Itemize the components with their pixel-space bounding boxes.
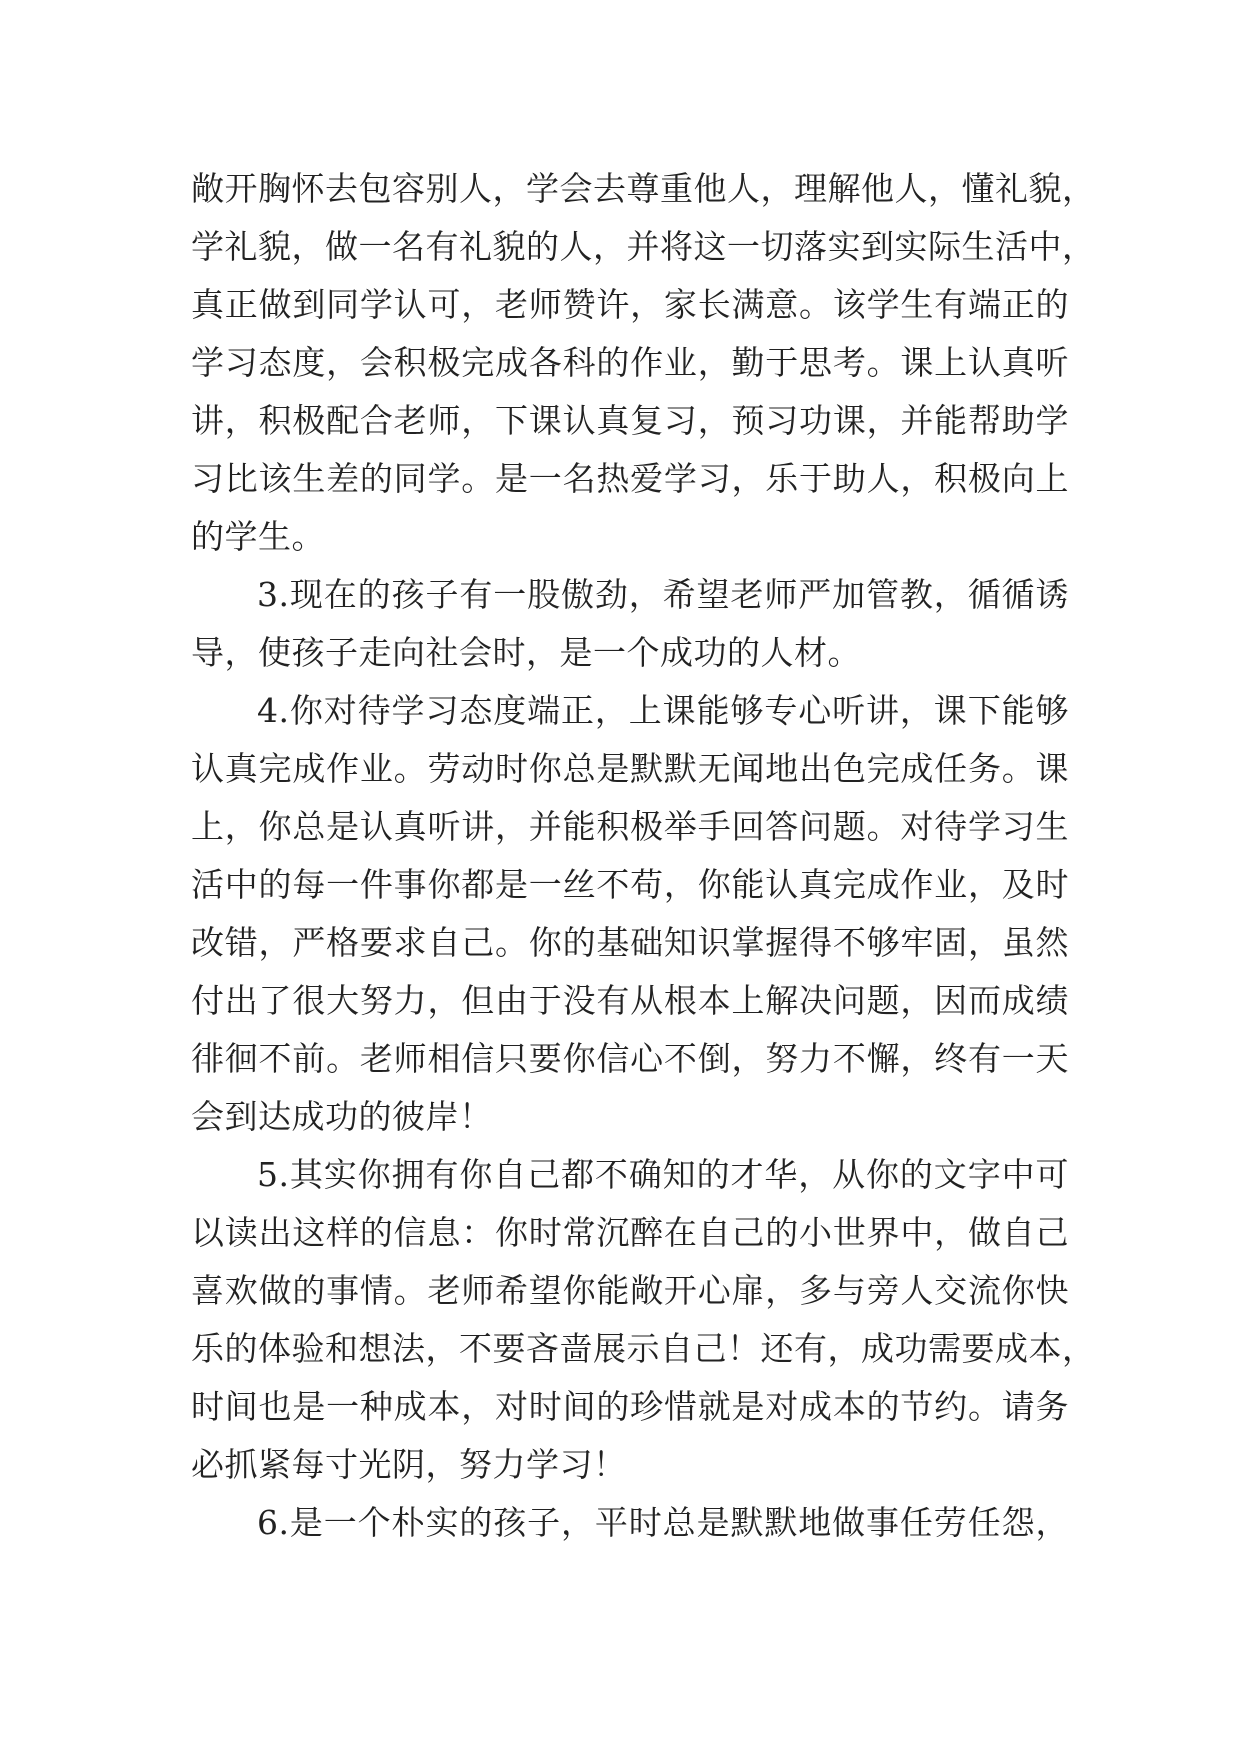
text-line: 3.现在的孩子有一股傲劲，希望老师严加管教，循循诱 (257, 575, 1069, 614)
text-line: 认真完成作业。劳动时你总是默默无闻地出色完成任务。课 (191, 749, 1069, 788)
text-line: 6.是一个朴实的孩子，平时总是默默地做事任劳任怨， (257, 1503, 1069, 1542)
text-line: 导，使孩子走向社会时，是一个成功的人材。 (191, 633, 861, 672)
text-line: 会到达成功的彼岸！ (191, 1097, 493, 1136)
text-line: 喜欢做的事情。老师希望你能敞开心扉，多与旁人交流你快 (191, 1271, 1069, 1310)
text-line: 讲，积极配合老师，下课认真复习，预习功课，并能帮助学 (191, 401, 1069, 440)
text-line: 时间也是一种成本，对时间的珍惜就是对成本的节约。请务 (191, 1387, 1069, 1426)
text-line: 乐的体验和想法，不要吝啬展示自己！还有，成功需要成本， (191, 1329, 1096, 1368)
text-line: 5.其实你拥有你自己都不确知的才华，从你的文字中可 (257, 1155, 1069, 1194)
text-line: 习比该生差的同学。是一名热爱学习，乐于助人，积极向上 (191, 459, 1069, 498)
text-line: 4.你对待学习态度端正，上课能够专心听讲，课下能够 (257, 691, 1069, 730)
document-body (191, 160, 1096, 1552)
text-line: 以读出这样的信息：你时常沉醉在自己的小世界中，做自己 (191, 1213, 1069, 1252)
text-line: 改错，严格要求自己。你的基础知识掌握得不够牢固，虽然 (191, 923, 1069, 962)
text-line: 学习态度，会积极完成各科的作业，勤于思考。课上认真听 (191, 343, 1069, 382)
text-line: 付出了很大努力，但由于没有从根本上解决问题，因而成绩 (191, 981, 1069, 1020)
text-line: 学礼貌，做一名有礼貌的人，并将这一切落实到实际生活中， (191, 227, 1096, 266)
text-line: 上，你总是认真听讲，并能积极举手回答问题。对待学习生 (191, 807, 1069, 846)
text-line: 必抓紧每寸光阴，努力学习！ (191, 1445, 627, 1484)
text-line: 真正做到同学认可，老师赞许，家长满意。该学生有端正的 (191, 285, 1069, 324)
text-line: 徘徊不前。老师相信只要你信心不倒，努力不懈，终有一天 (191, 1039, 1069, 1078)
text-line: 活中的每一件事你都是一丝不苟，你能认真完成作业，及时 (191, 865, 1069, 904)
text-line: 的学生。 (191, 517, 325, 556)
text-line: 敞开胸怀去包容别人，学会去尊重他人，理解他人，懂礼貌， (191, 169, 1096, 208)
